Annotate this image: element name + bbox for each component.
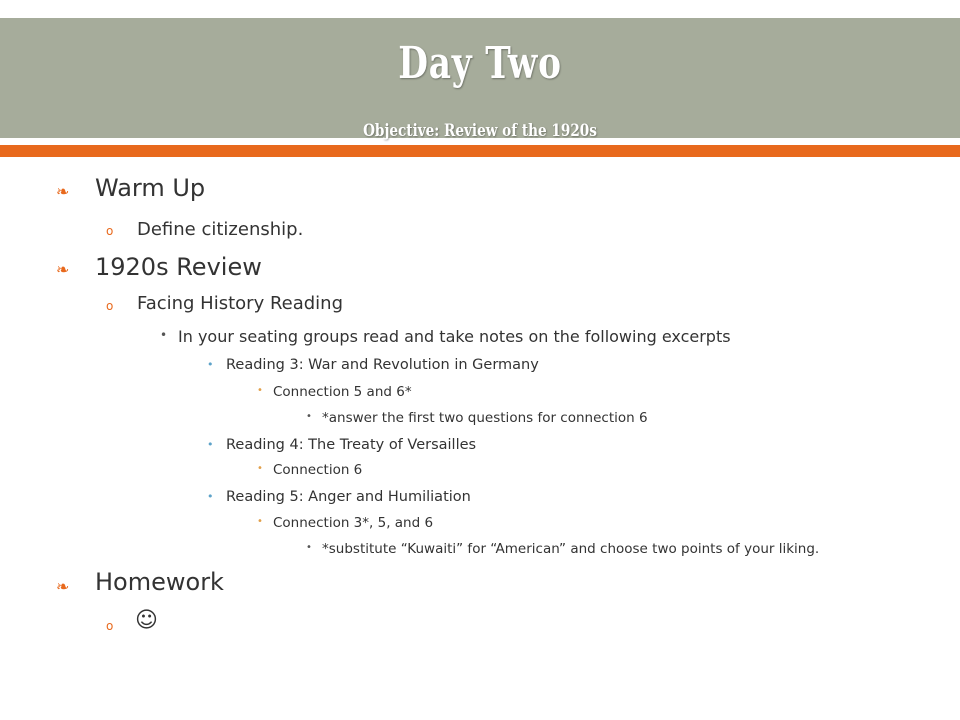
smiley-face-icon: ☺	[135, 608, 158, 633]
level6-bullet-icon: •	[306, 411, 312, 422]
level5-bullet-icon: •	[257, 385, 263, 396]
level1-bullet-icon: ❧	[56, 182, 70, 201]
level4-bullet-icon: •	[207, 438, 214, 451]
slide-subtitle: Objective: Review of the 1920s	[363, 121, 597, 141]
level5-bullet-icon: •	[257, 463, 263, 474]
level4-bullet-icon: •	[207, 490, 214, 503]
homework-heading: Homework	[95, 568, 224, 596]
reading-label: Facing History Reading	[137, 293, 344, 314]
level2-bullet-icon: o	[106, 619, 114, 633]
warmup-heading: Warm Up	[95, 174, 206, 202]
accent-bar	[0, 145, 960, 157]
reading-4-connection: Connection 6	[273, 462, 363, 478]
level4-bullet-icon: •	[207, 358, 214, 371]
level3-bullet-icon: •	[160, 328, 168, 342]
reading-3: Reading 3: War and Revolution in Germany	[226, 357, 539, 373]
review-heading: 1920s Review	[95, 253, 262, 281]
level5-bullet-icon: •	[257, 516, 263, 527]
reading-3-note: *answer the first two questions for connection 6	[322, 410, 648, 426]
title-band	[0, 18, 960, 141]
level6-bullet-icon: •	[306, 542, 312, 553]
reading-5: Reading 5: Anger and Humiliation	[226, 489, 471, 505]
reading-5-connection: Connection 3*, 5, and 6	[273, 515, 434, 531]
reading-4: Reading 4: The Treaty of Versailles	[226, 437, 477, 453]
reading-5-note: *substitute “Kuwaiti” for “American” and choose two points of your liking.	[322, 541, 820, 557]
level2-bullet-icon: o	[106, 299, 114, 313]
level1-bullet-icon: ❧	[56, 577, 70, 596]
reading-3-connection: Connection 5 and 6*	[273, 384, 412, 400]
warmup-item: Define citizenship.	[137, 219, 304, 240]
level2-bullet-icon: o	[106, 224, 114, 238]
instruction-text: In your seating groups read and take notes on the following excerpts	[178, 327, 731, 346]
level1-bullet-icon: ❧	[56, 260, 70, 279]
slide-title: Day Two	[398, 38, 562, 89]
